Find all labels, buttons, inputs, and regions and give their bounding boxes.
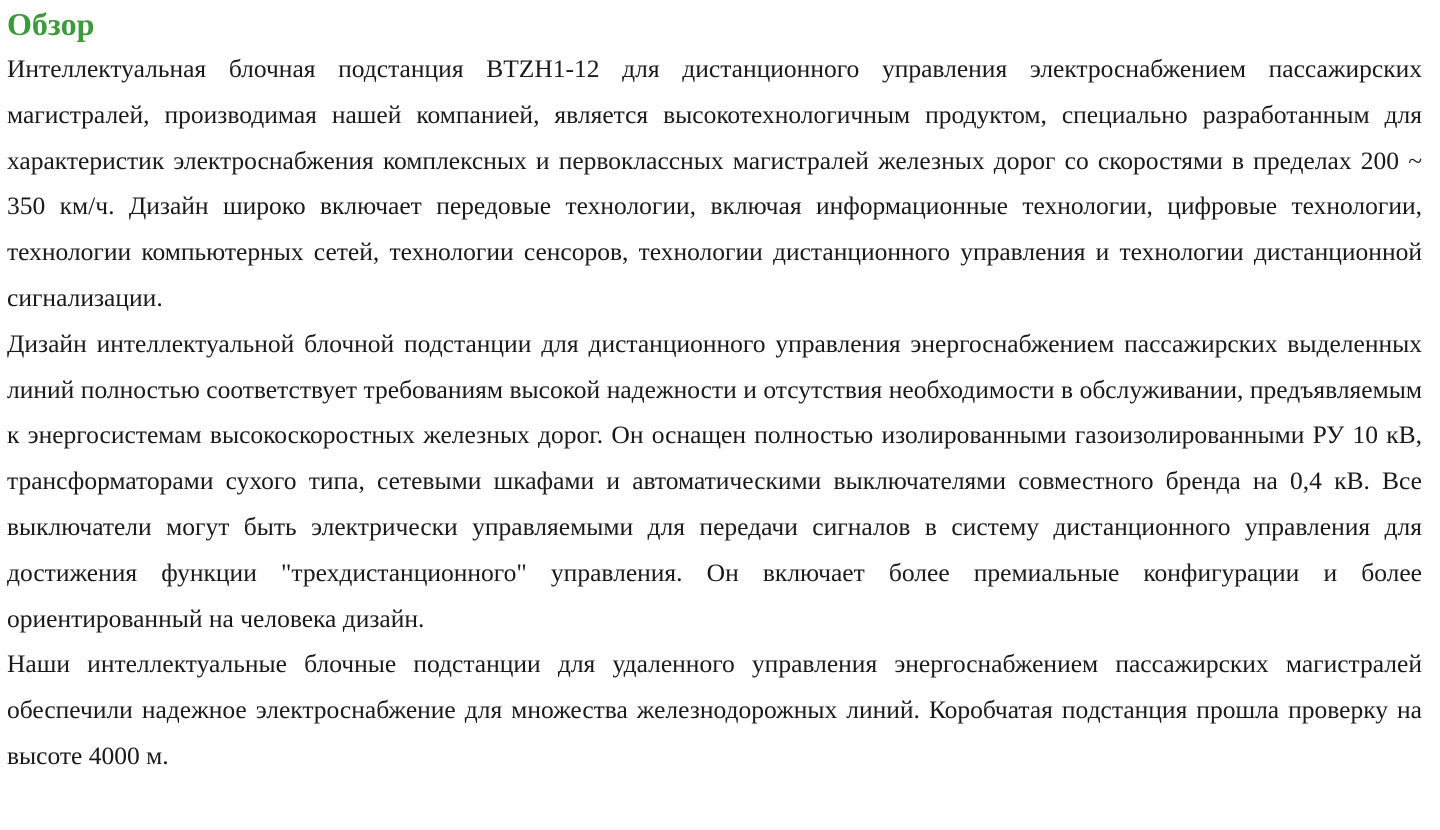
section-title: Обзор xyxy=(7,6,95,42)
paragraph-design: Дизайн интеллектуальной блочной подстанции для дистанционного управления энергоснабжением пассажирских выделенных линий полностью соответствует требованиям высокой надежности и отсутствия необходимости в обслуживании, предъявляемым к энергосистемам высокоскоростных железных дорог. Он оснащен полностью изолированными газоизолированными РУ 10 кВ, трансформаторами сухого типа, сетевыми шкафами и автоматическими выключателями совместного бренда на 0,4 кВ. Все выключатели могут быть электрически управляемыми для передачи сигналов в систему дистанционного управления для достижения функции "трехдистанционного" управления. Он включает более премиальные конфигурации и более ориентированный на человека дизайн. xyxy=(7,328,1422,633)
paragraph-reliability: Наши интеллектуальные блочные подстанции для удаленного управления энергоснабжением пассажирских магистралей обеспечили надежное электроснабжение для множества железнодорожных линий. Коробчатая подстанция прошла проверку на высоте 4000 м. xyxy=(7,649,1422,770)
paragraph-intro: Интеллектуальная блочная подстанция BTZH1-12 для дистанционного управления электроснабжением пассажирских магистралей, производимая нашей компанией, является высокотехнологичным продуктом, специально разработанным для характеристик электроснабжения комплексных и первоклассных магистралей железных дорог со скоростями в пределах 200 ~ 350 км/ч. Дизайн широко включает передовые технологии, включая информационные технологии, цифровые технологии, технологии компьютерных сетей, технологии сенсоров, технологии дистанционного управления и технологии дистанционной сигнализации. xyxy=(7,54,1422,312)
